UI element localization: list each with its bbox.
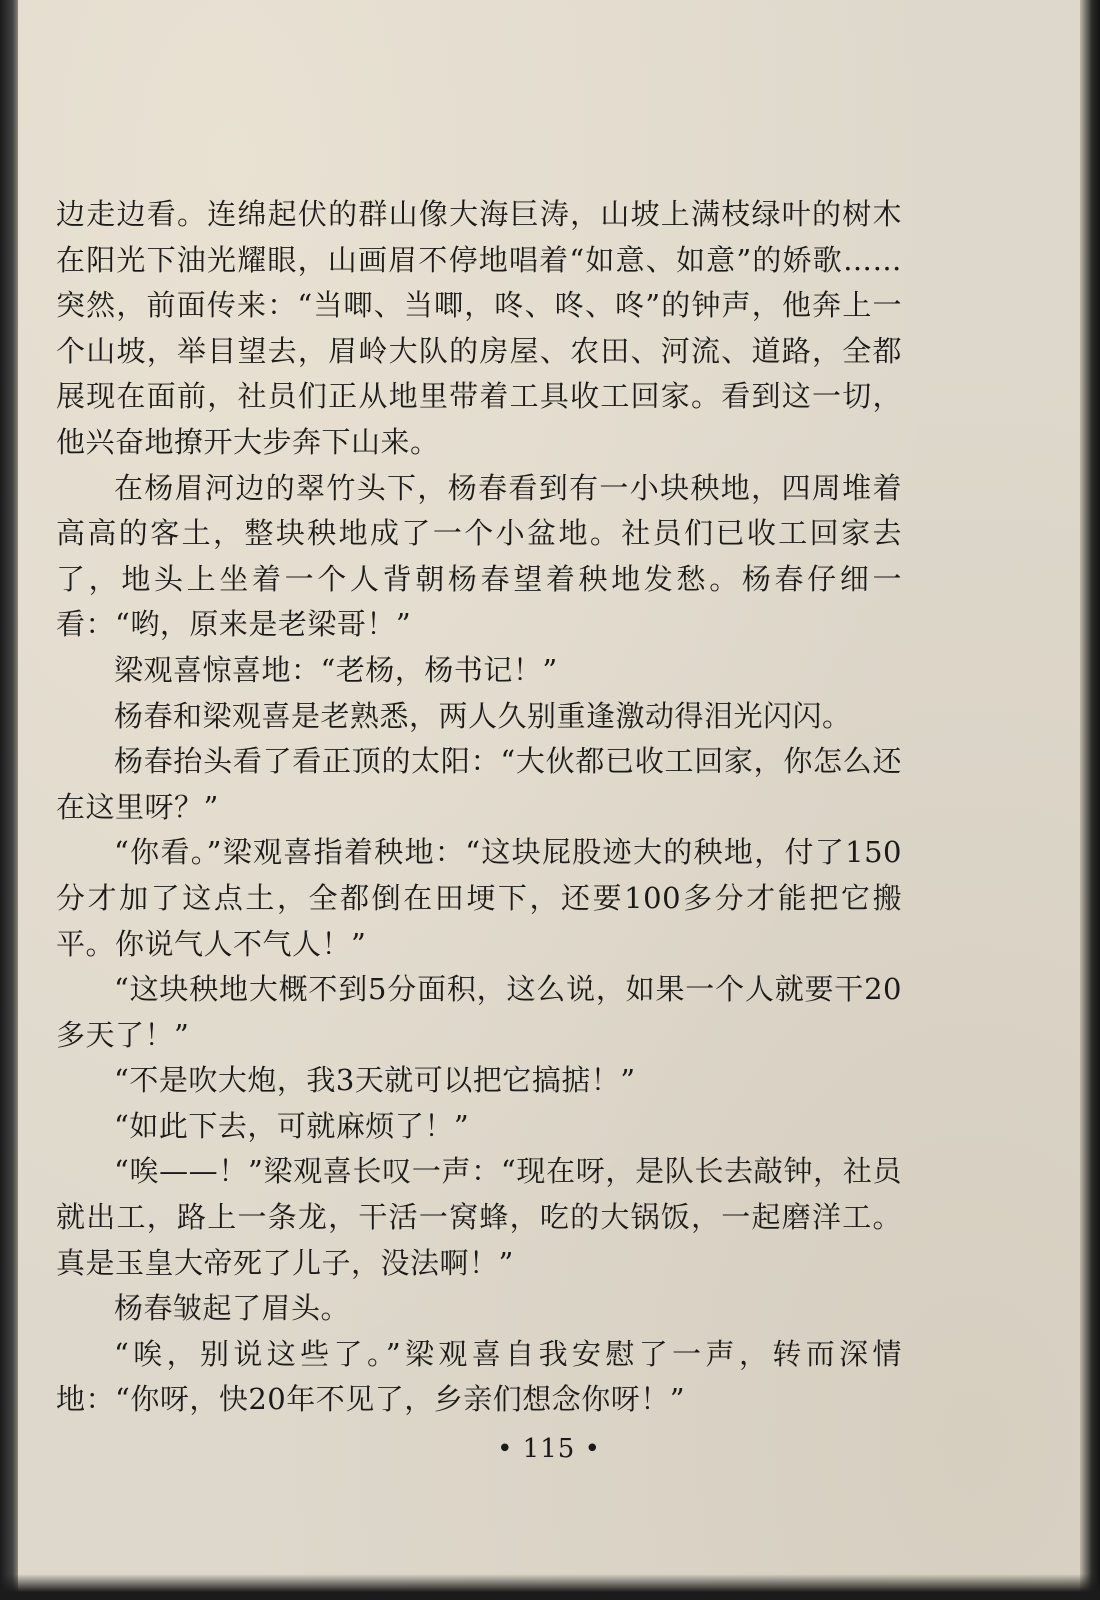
page-number: • 115 •	[497, 1434, 601, 1464]
paragraph-10: “唉——！”梁观喜长叹一声：“现在呀，是队长去敲钟，社员就出工，路上一条龙，干活一窝蜂，吃的大锅饭，一起磨洋工。真是玉皇大帝死了儿子，没法啊！”	[56, 1154, 902, 1280]
paragraph-2: 在杨眉河边的翠竹头下，杨春看到有一小块秧地，四周堆着高高的客土，整块秧地成了一个小盆地。社员们已收工回家去了，地头上坐着一个人背朝杨春望着秧地发愁。杨春仔细一看：“哟，原来是老梁哥！”	[56, 470, 902, 642]
page-edge-left	[0, 0, 18, 1600]
paragraph-7: “这块秧地大概不到5分面积，这么说，如果一个人就要干20多天了！”	[56, 972, 902, 1052]
book-page	[18, 0, 1080, 1600]
paragraph-6: “你看。”梁观喜指着秧地：“这块屁股迹大的秧地，付了150分才加了这点土，全都倒在田埂下，还要100多分才能把它搬平。你说气人不气人！”	[56, 835, 902, 961]
paragraph-3: 梁观喜惊喜地：“老杨，杨书记！”	[114, 652, 558, 687]
paragraph-8: “不是吹大炮，我3天就可以把它搞掂！”	[114, 1063, 636, 1098]
paragraph-1: 边走边看。连绵起伏的群山像大海巨涛，山坡上满枝绿叶的树木在阳光下油光耀眼，山画眉不停地唱着“如意、如意”的娇歌……突然，前面传来：“当唧、当唧，咚、咚、咚”的钟声，他奔上一个山坡，举目望去，眉岭大队的房屋、农田、河流、道路，全都展现在面前，社员们正从地里带着工具收工回家。看到这一切，他兴奋地撩开大步奔下山来。	[56, 197, 902, 459]
paragraph-11: 杨春皱起了眉头。	[114, 1291, 351, 1326]
paragraph-4: 杨春和梁观喜是老熟悉，两人久别重逢激动得泪光闪闪。	[114, 698, 852, 733]
paragraph-9: “如此下去，可就麻烦了！”	[114, 1108, 470, 1143]
paragraph-12: “唉，别说这些了。”梁观喜自我安慰了一声，转而深情地：“你呀，快20年不见了，乡亲们想念你呀！”	[56, 1336, 902, 1417]
page-edge-bottom	[0, 1574, 1100, 1600]
page-edge-right	[1080, 0, 1100, 1600]
paragraph-5: 杨春抬头看了看正顶的太阳：“大伙都已收工回家，你怎么还在这里呀？”	[56, 744, 902, 824]
body-text	[56, 192, 902, 1423]
